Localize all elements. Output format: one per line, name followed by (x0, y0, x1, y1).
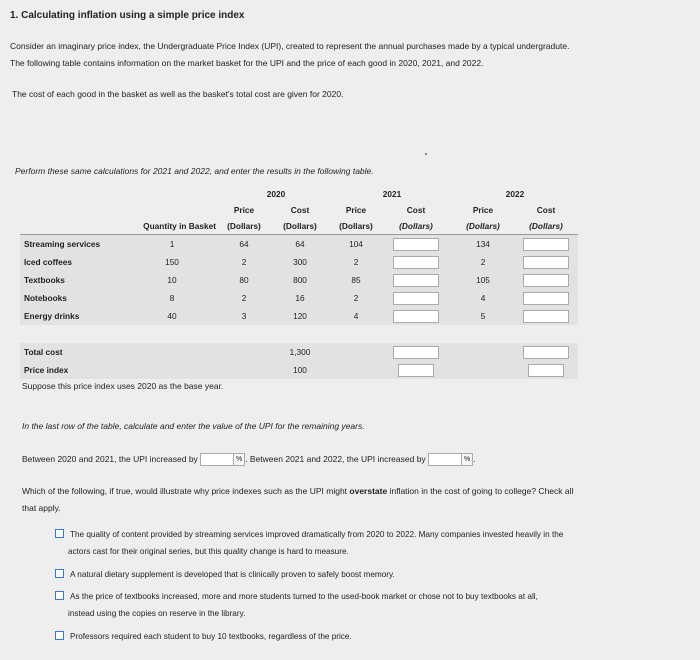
percent-unit: % (233, 453, 245, 466)
year-header-row (20, 186, 578, 202)
option-text: instead using the copies on reserve in the library. (68, 609, 246, 618)
good-label: Streaming services (20, 235, 124, 254)
cost-header-2022: Cost (536, 205, 556, 215)
good-label: Textbooks (20, 271, 124, 289)
option-dietary-supplement[interactable] (55, 566, 395, 583)
increase-text-1: Between 2020 and 2021, the UPI increased by (22, 453, 198, 464)
stray-dot (425, 153, 427, 155)
option-used-textbooks[interactable] (55, 588, 538, 622)
dollars-label: (Dollars) (514, 218, 578, 235)
option-text: Professors required each student to buy 10 textbooks, regardless of the price. (70, 632, 352, 641)
option-required-textbooks[interactable] (55, 628, 352, 645)
increase-end: . (473, 453, 476, 464)
price-2021-cell: 2 (332, 289, 380, 307)
quantity-cell: 8 (124, 289, 220, 307)
option-text: A natural dietary supplement is developed that is clinically proven to safely boost memory. (70, 570, 395, 579)
table-spacer (20, 325, 578, 343)
price-header-2021: Price (345, 205, 367, 215)
price-index-2021-input[interactable] (398, 364, 434, 377)
total-cost-label: Total cost (20, 343, 124, 361)
price-2022-cell: 2 (452, 253, 514, 271)
question-text-pre: Which of the following, if true, would illustrate why price indexes such as the UPI might (22, 486, 350, 496)
price-2020-cell: 2 (220, 289, 268, 307)
dollars-label: (Dollars) (380, 218, 452, 235)
year-2022: 2022 (505, 189, 525, 199)
option-streaming-quality[interactable] (55, 526, 563, 560)
year-2021: 2021 (382, 189, 402, 199)
checkbox-question (22, 486, 573, 496)
question-line-2: that apply. (22, 503, 61, 513)
option-text: As the price of textbooks increased, more and more students turned to the used-book market or chose not to buy textbooks at all, (70, 592, 538, 601)
checkbox[interactable] (55, 529, 64, 538)
total-cost-2020: 1,300 (268, 343, 332, 361)
good-label: Iced coffees (20, 253, 124, 271)
increase-2022-input[interactable] (428, 453, 462, 466)
price-index-2020: 100 (268, 361, 332, 379)
price-2021-cell: 85 (332, 271, 380, 289)
question-title: 1. Calculating inflation using a simple price index (10, 10, 245, 21)
cost-2021-input[interactable] (393, 292, 439, 305)
price-2020-cell: 2 (220, 253, 268, 271)
table-row (20, 235, 578, 254)
cost-2022-input[interactable] (523, 292, 569, 305)
table-row (20, 307, 578, 325)
cost-2022-input[interactable] (523, 256, 569, 269)
cost-2021-input[interactable] (393, 256, 439, 269)
option-text: The quality of content provided by streaming services improved dramatically from 2020 to 2022. Many companies invested heavily in the (70, 530, 564, 539)
price-2022-cell: 105 (452, 271, 514, 289)
price-2022-cell: 4 (452, 289, 514, 307)
option-text: actors cast for their original series, but this quality change is hard to measure. (68, 547, 349, 556)
dollars-label: (Dollars) (332, 218, 380, 235)
last-row-instruction: In the last row of the table, calculate and enter the value of the UPI for the remaining years. (22, 421, 365, 431)
increase-2021-input[interactable] (200, 453, 234, 466)
price-index-label: Price index (20, 361, 124, 379)
question-text-bold: overstate (349, 486, 388, 496)
cost-2022-input[interactable] (523, 310, 569, 323)
dollars-label: (Dollars) (220, 218, 268, 235)
upi-table (20, 186, 578, 379)
increase-text-2: . Between 2021 and 2022, the UPI increased by (245, 453, 426, 464)
quantity-header: Quantity in Basket (124, 218, 220, 235)
checkbox[interactable] (55, 591, 64, 600)
price-2020-cell: 64 (220, 235, 268, 254)
total-cost-2021-input[interactable] (393, 346, 439, 359)
total-cost-row (20, 343, 578, 361)
cost-2021-input[interactable] (393, 310, 439, 323)
header-row-1 (20, 202, 578, 218)
cost-2020-cell: 120 (268, 307, 332, 325)
intro-line-3: The cost of each good in the basket as well as the basket's total cost are given for 2020. (12, 89, 344, 99)
price-2021-cell: 104 (332, 235, 380, 254)
price-2020-cell: 80 (220, 271, 268, 289)
table-row (20, 289, 578, 307)
price-2022-cell: 134 (452, 235, 514, 254)
cost-2021-input[interactable] (393, 238, 439, 251)
cost-2021-input[interactable] (393, 274, 439, 287)
price-header-2022: Price (472, 205, 494, 215)
table-instruction: Perform these same calculations for 2021 and 2022, and enter the results in the following table. (15, 166, 374, 176)
intro-line-1: Consider an imaginary price index, the Undergraduate Price Index (UPI), created to represent the annual purchases made by a typical undergradute. (10, 41, 570, 51)
quantity-cell: 150 (124, 253, 220, 271)
cost-2020-cell: 800 (268, 271, 332, 289)
quantity-cell: 10 (124, 271, 220, 289)
dollars-label: (Dollars) (452, 218, 514, 235)
price-index-2022-input[interactable] (528, 364, 564, 377)
table-row (20, 253, 578, 271)
checkbox[interactable] (55, 569, 64, 578)
cost-header-2020: Cost (290, 205, 310, 215)
cost-2022-input[interactable] (523, 274, 569, 287)
cost-2020-cell: 64 (268, 235, 332, 254)
cost-2020-cell: 16 (268, 289, 332, 307)
cost-2020-cell: 300 (268, 253, 332, 271)
total-cost-2022-input[interactable] (523, 346, 569, 359)
price-index-row (20, 361, 578, 379)
header-row-2 (20, 218, 578, 235)
checkbox[interactable] (55, 631, 64, 640)
price-2022-cell: 5 (452, 307, 514, 325)
price-2021-cell: 4 (332, 307, 380, 325)
year-2020: 2020 (266, 189, 286, 199)
price-header-2020: Price (233, 205, 255, 215)
base-year-note: Suppose this price index uses 2020 as the base year. (22, 381, 224, 391)
question-text-post: inflation in the cost of going to college? Check all (387, 486, 574, 496)
percent-unit: % (461, 453, 473, 466)
good-label: Energy drinks (20, 307, 124, 325)
quantity-cell: 1 (124, 235, 220, 254)
good-label: Notebooks (20, 289, 124, 307)
price-2021-cell: 2 (332, 253, 380, 271)
dollars-label: (Dollars) (268, 218, 332, 235)
price-2020-cell: 3 (220, 307, 268, 325)
quantity-cell: 40 (124, 307, 220, 325)
cost-2022-input[interactable] (523, 238, 569, 251)
table-row (20, 271, 578, 289)
intro-line-2: The following table contains information on the market basket for the UPI and the price of each good in 2020, 2021, and 2022. (10, 58, 484, 68)
cost-header-2021: Cost (406, 205, 426, 215)
increase-sentence (22, 453, 475, 466)
